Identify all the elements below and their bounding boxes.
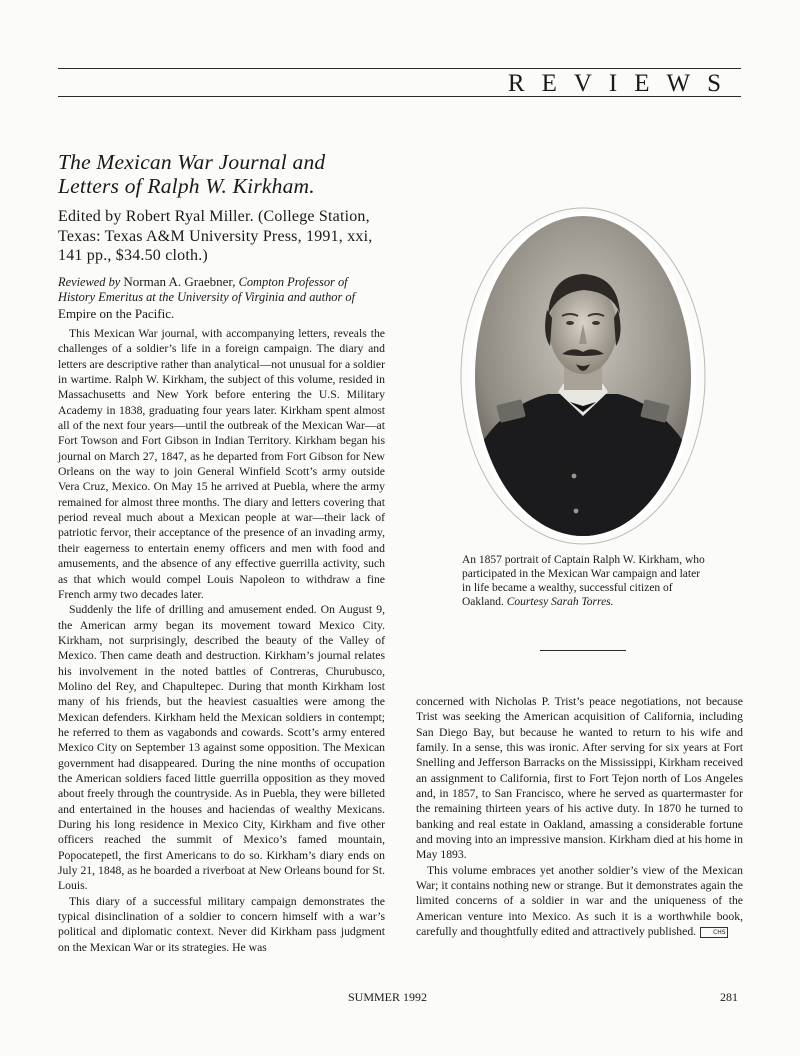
reviewer-name: Norman A. Graebner, bbox=[123, 273, 236, 289]
header-rule-top bbox=[58, 68, 741, 69]
chs-end-mark-icon: CHS bbox=[700, 927, 728, 938]
reviewer-work: Empire on the Pacific. bbox=[58, 305, 175, 321]
body-paragraph: This diary of a successful military campaign demonstrates the typical disinclination of a soldier to concern himself with a war’s political and diplomatic context. Never did Kirkham pass judgment on the Mexican War or its strategies. He was bbox=[58, 894, 385, 954]
caption-credit: Courtesy Sarah Torres. bbox=[506, 596, 614, 608]
portrait-image bbox=[458, 206, 708, 546]
reviewer-prefix: Reviewed by bbox=[58, 274, 124, 289]
figure-caption bbox=[462, 553, 708, 609]
header-rule-bottom bbox=[58, 96, 741, 97]
body-paragraph bbox=[416, 863, 743, 940]
body-paragraph: concerned with Nicholas P. Trist’s peace negotiations, not because Trist was seeking the American acquisition of California, including San Diego Bay, but because he wanted to return to his wife and family. In a sense, this was ironic. After serving for six years at Fort Snelling and Jefferson Barracks on the Mississippi, Kirkham received an assignment to California, first to Fort Tejon north of Los Angeles and, in 1857, to San Francisco, where he served as quartermaster for the remaining thirteen years of his active duty. In 1870 he turned to banking and real estate in Oakland, amassing a considerable fortune and moving into an impressive mansion. Kirkham died at his home in May 1893. bbox=[416, 695, 743, 862]
reviewer-affiliation: Compton Professor of History Emeritus at the University of Virginia and author of bbox=[58, 274, 356, 304]
body-paragraph: Suddenly the life of drilling and amusement ended. On August 9, the American army began its movement toward Mexico City. Kirkham, not surprisingly, described the beauty of the Valley of Mexico. Then came death and destruction. Kirkham’s journal relates his involvement in the noted battles of Contreras, Churubusco, Molino del Rey, and Chapultepec. During that month Kirkham lost many of his friends, but the heaviest casualties were among the Mexican defenders. Kirkham held the Mexican soldiers in contempt; he referred to them as vagabonds and cowards. Scott’s army entered Mexico City on September 13 against some opposition. The Mexican government had disappeared. During the nine months of occupation the American soldiers faced little guerrilla opposition as they moved about freely through the countryside. As in Puebla, they were billeted and entertained in the houses and haciendas of wealthy Mexicans. During his long residence in Mexico City, Kirkham and five other officers reached the summit of Mexico’s famed mountain, Popocatepetl, the first Americans to do so. Kirkham’s diary ends on July 21, 1848, as he boarded a riverboat at New Orleans bound for St. Louis. bbox=[58, 603, 385, 893]
body-paragraph: This Mexican War journal, with accompanying letters, reveals the challenges of a soldier’s life in a foreign campaign. The diary and letters are descriptive rather than analytical—not unusual for a soldier in wartime. Ralph W. Kirkham, the subject of this volume, resided in Massachusetts and New York before entering the U.S. Military Academy in 1838, graduating four years later. Kirkham spent almost all of the next four years—until the outbreak of the Mexican War—at Fort Towson and Fort Gibson in Indian Territory. Kirkham began his journal on March 27, 1847, as he departed from Fort Gibson for New Orleans on the way to join General Winfield Scott’s army outside Vera Cruz, Mexico. On May 15 he arrived at Puebla, where the army remained for almost three months. The diary and letters covering that period reveal much about a Mexican people at war—their lack of patriotic fervor, their acceptance of the presence of an invading army, their eagerness to entertain enemy officers and men with food and amusements, and the absence of any effective guerrilla activity, such as that which would compel Louis Napoleon to withdraw a fine French army two decades later. bbox=[58, 327, 385, 601]
reviewer-line bbox=[58, 274, 385, 323]
right-column bbox=[416, 694, 743, 940]
book-publication-info: Edited by Robert Ryal Miller. (College Station, Texas: Texas A&M University Press, 1991, xxi, 141 pp., $34.50 cloth.) bbox=[58, 208, 373, 264]
left-column bbox=[58, 150, 385, 955]
body-paragraph-text: This volume embraces yet another soldier’s view of the Mexican War; it contains nothing new or strange. But it demonstrates again the limited concerns of a soldier in war and the uniqueness of the American venture into Mexico. As such it is a worthwhile book, carefully and thoughtfully edited and attractively published. bbox=[416, 863, 743, 939]
footer-page-number: 281 bbox=[720, 990, 738, 1004]
footer-issue: SUMMER 1992 bbox=[348, 990, 428, 1004]
section-header: REVIEWS bbox=[507, 70, 738, 97]
section-divider bbox=[540, 650, 626, 651]
caption-text: An 1857 portrait of Captain Ralph W. Kirkham, who participated in the Mexican War campaign and later in life became a wealthy, successful citizen of Oakland. bbox=[462, 554, 705, 608]
book-title: The Mexican War Journal and Letters of Ralph W. Kirkham. bbox=[58, 150, 326, 198]
